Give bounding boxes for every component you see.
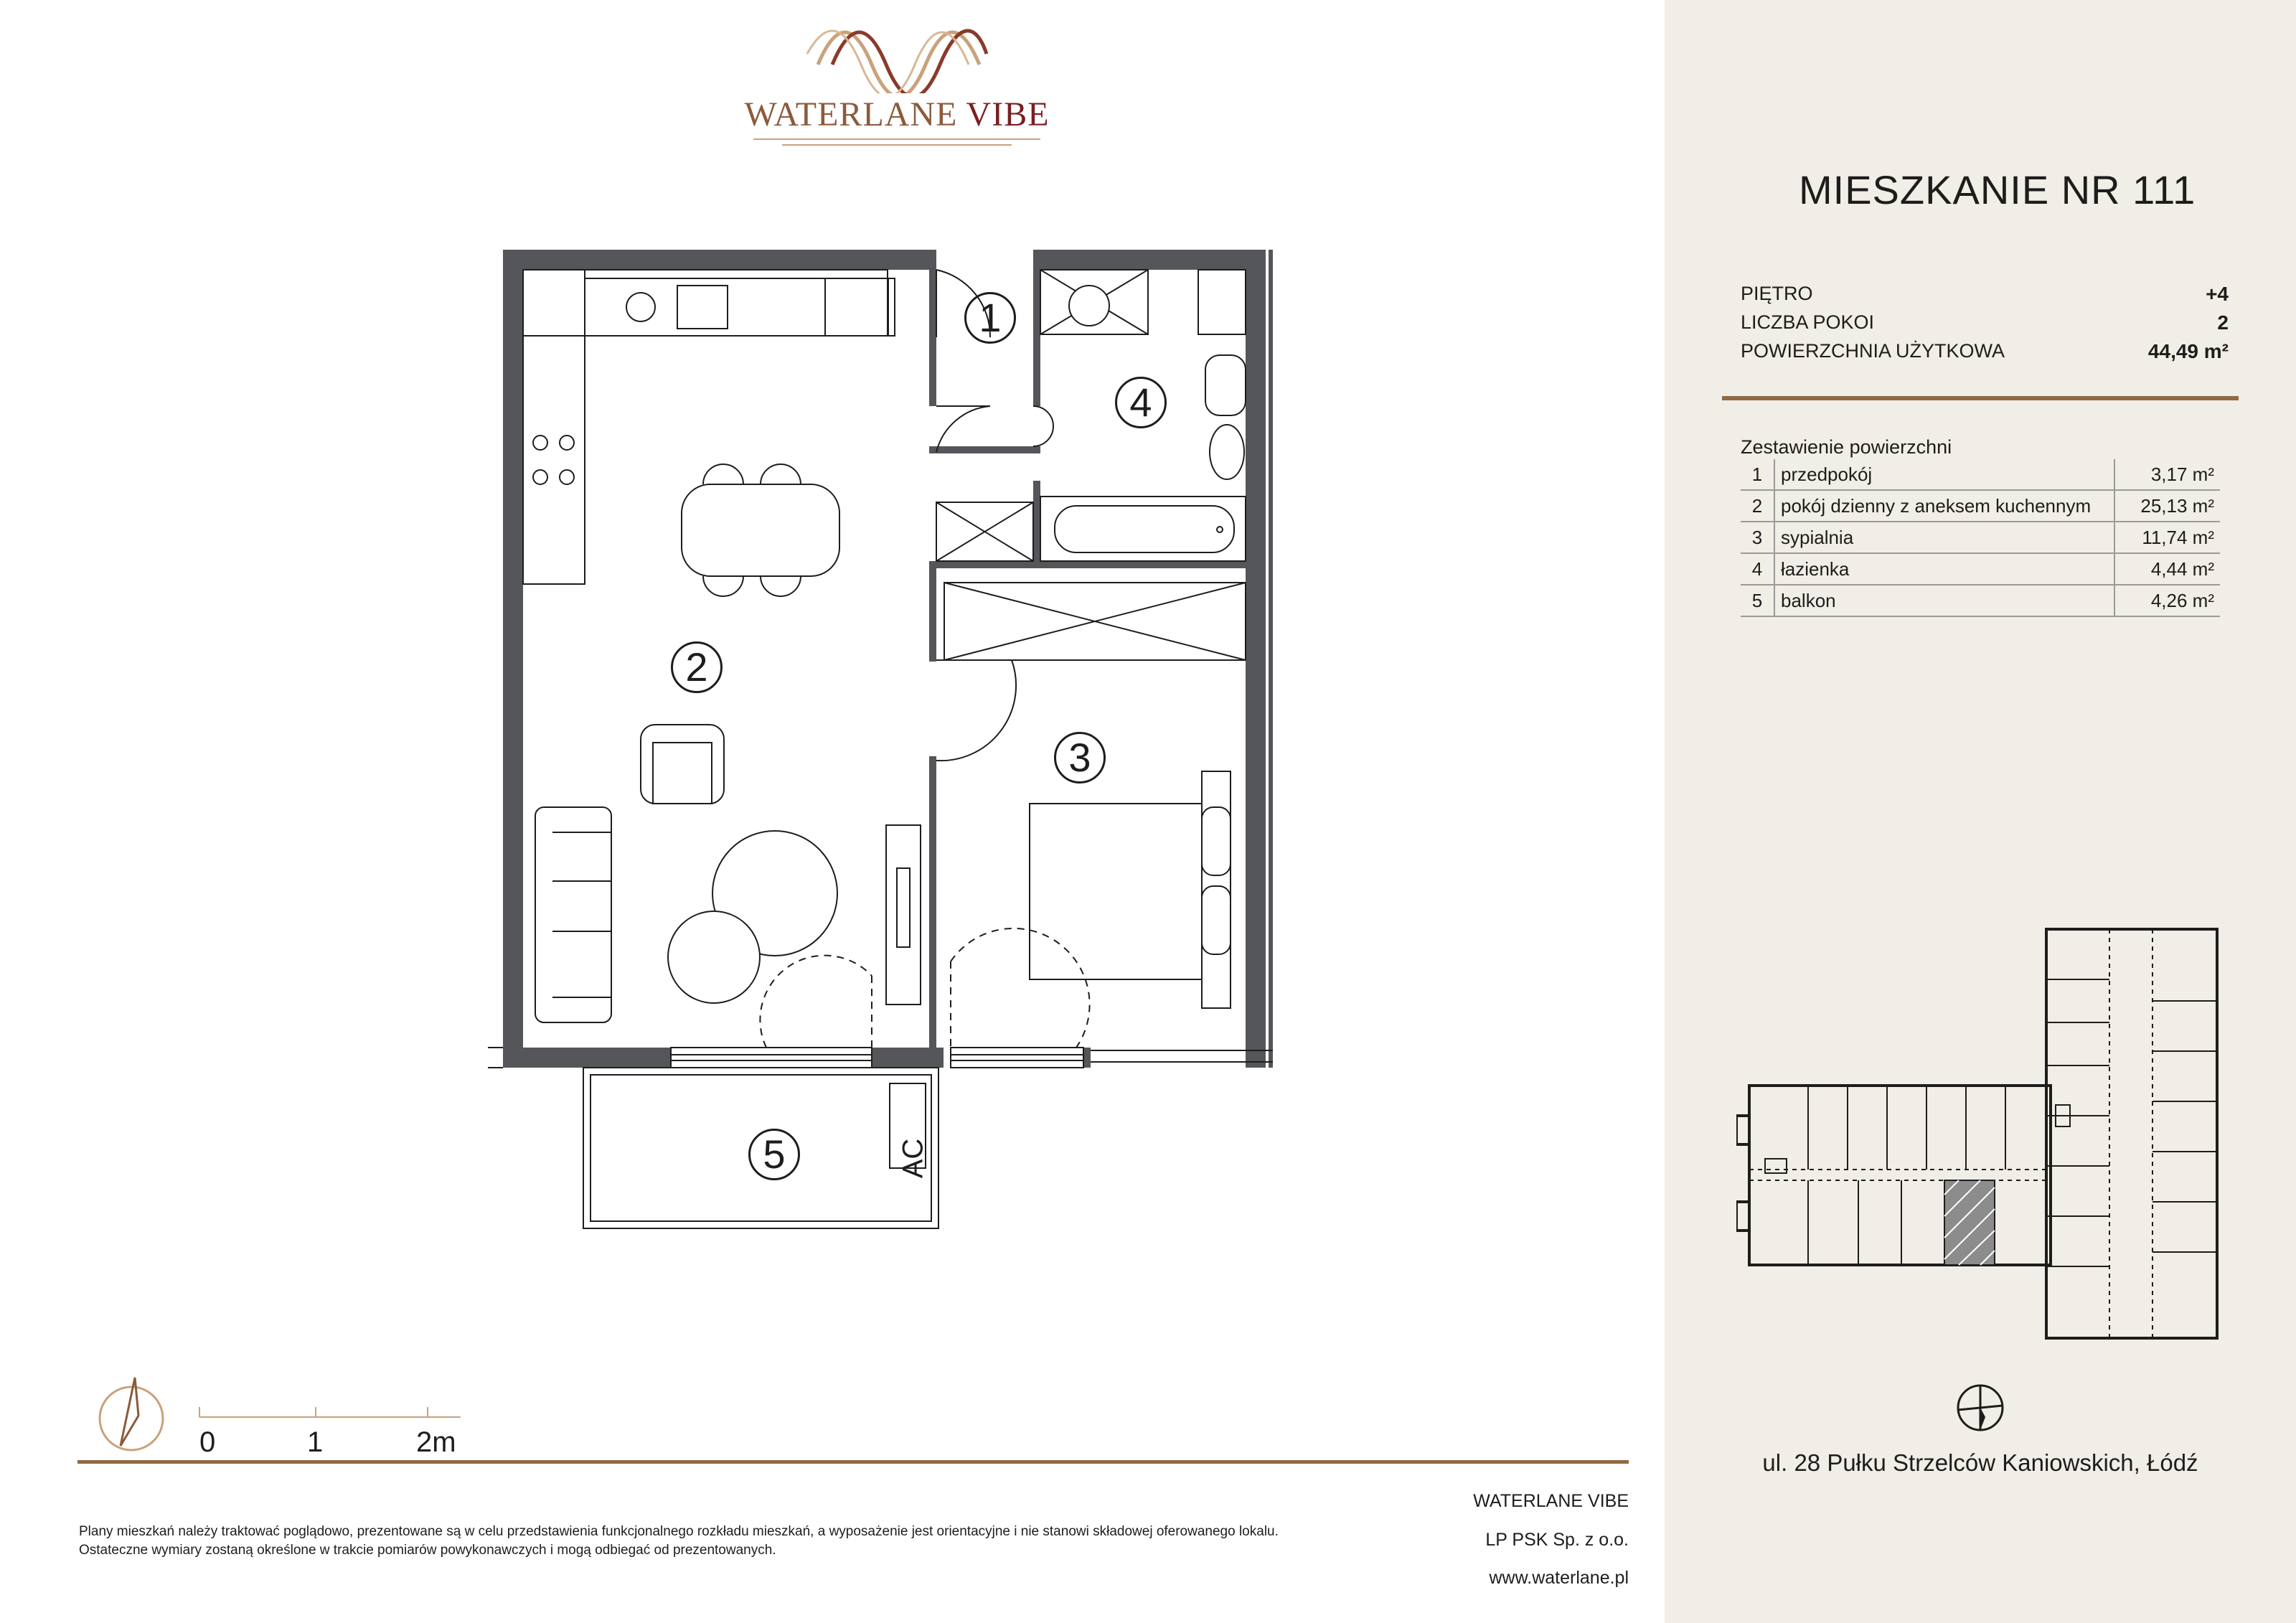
room-name: łazienka xyxy=(1774,553,2114,585)
brand-logo xyxy=(739,14,1055,151)
room-number-5: 5 xyxy=(748,1129,800,1180)
info-label: PIĘTRO xyxy=(1741,283,1813,304)
room-no: 1 xyxy=(1741,459,1774,490)
room-name: balkon xyxy=(1774,585,2114,616)
logo-underline xyxy=(739,136,1055,151)
room-name: przedpokój xyxy=(1774,459,2114,490)
room-number-2: 2 xyxy=(671,641,723,693)
room-area: 25,13 m² xyxy=(2114,490,2220,522)
north-compass-icon xyxy=(92,1374,171,1453)
scale-label-1: 1 xyxy=(307,1426,324,1458)
room-no: 2 xyxy=(1741,490,1774,522)
room-name: pokój dzienny z aneksem kuchennym xyxy=(1774,490,2114,522)
table-row xyxy=(1741,553,2220,585)
room-no: 5 xyxy=(1741,585,1774,616)
info-value: +4 xyxy=(2206,283,2229,305)
info-divider xyxy=(1722,396,2239,400)
building-address: ul. 28 Pułku Strzelców Kaniowskich, Łódź xyxy=(1762,1449,2198,1476)
info-row-floor xyxy=(1741,283,2229,307)
ac-unit-label: AC xyxy=(897,1138,929,1179)
info-panel xyxy=(1665,0,2296,1623)
brand-name: WATERLANE VIBE xyxy=(744,95,1050,133)
footer-divider xyxy=(77,1460,1629,1464)
disclaimer-text: Plany mieszkań należy traktować poglądowo, prezentowane są w celu przedstawienia funkcjonalnego rozkładu mieszkań, a wyposażenie jest orientacyjne i nie stanowi składowej oferowanego lokalu. Ostateczne wymiary zostaną określone w trakcie pomiarów powykonawczych i mogą odbiegać od prezentowanych. xyxy=(79,1524,1279,1558)
room-name: sypialnia xyxy=(1774,522,2114,553)
room-area: 4,44 m² xyxy=(2114,553,2220,585)
room-number-3: 3 xyxy=(1054,732,1106,784)
info-value: 2 xyxy=(2217,311,2229,334)
apartment-title: MIESZKANIE NR 111 xyxy=(1799,167,2196,212)
table-row xyxy=(1741,585,2220,616)
info-label: LICZBA POKOI xyxy=(1741,311,1875,333)
info-value: 44,49 m² xyxy=(2147,340,2229,362)
room-area: 3,17 m² xyxy=(2114,459,2220,490)
room-number-1: 1 xyxy=(964,292,1016,344)
info-label: POWIERZCHNIA UŻYTKOWA xyxy=(1741,340,2005,362)
table-row xyxy=(1741,490,2220,522)
company-block xyxy=(1270,1491,1629,1599)
room-number-4: 4 xyxy=(1115,377,1167,428)
scale-label-2m: 2m xyxy=(416,1426,456,1458)
company-legal-name: LP PSK Sp. z o.o. xyxy=(1485,1530,1629,1550)
area-summary-title: Zestawienie powierzchni xyxy=(1741,436,1952,458)
table-row xyxy=(1741,522,2220,553)
room-area: 4,26 m² xyxy=(2114,585,2220,616)
area-summary-table xyxy=(1741,459,2220,617)
key-plan-compass-icon xyxy=(1954,1381,2007,1434)
room-no: 3 xyxy=(1741,522,1774,553)
info-row-rooms xyxy=(1741,311,2229,336)
company-name: WATERLANE VIBE xyxy=(1473,1491,1629,1511)
room-area: 11,74 m² xyxy=(2114,522,2220,553)
company-website-link[interactable]: www.waterlane.pl xyxy=(1489,1568,1629,1588)
logo-wave-icon xyxy=(739,14,1055,93)
room-no: 4 xyxy=(1741,553,1774,585)
info-row-area xyxy=(1741,340,2229,364)
scale-label-0: 0 xyxy=(199,1426,216,1458)
building-key-plan xyxy=(1736,922,2224,1352)
table-row xyxy=(1741,459,2220,490)
